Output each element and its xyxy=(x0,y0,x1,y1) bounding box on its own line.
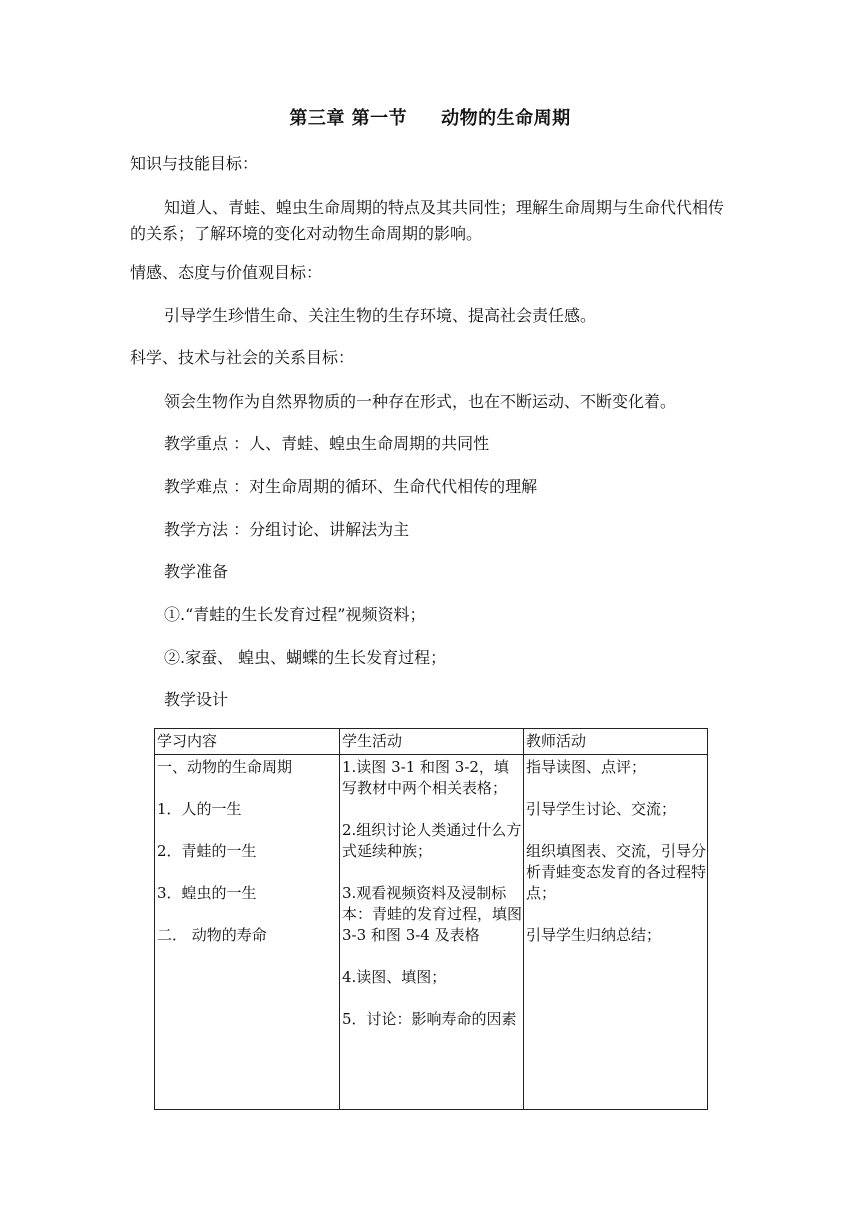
key-point: 教学重点 ：人、青蛙、蝗虫生命周期的共同性 xyxy=(164,434,490,453)
table-header-row xyxy=(155,729,708,755)
teacher-activity-item: 组织填图表、交流，引导分析青蛙变态发育的各过程特点； xyxy=(526,842,707,902)
teacher-activity-item: 指导读图、点评； xyxy=(526,758,647,776)
student-activity-cell xyxy=(340,755,524,1110)
header-student-activity: 学生活动 xyxy=(340,729,524,755)
title-chapter: 第三章 第一节 xyxy=(289,108,408,129)
content-item: 2．青蛙的一生 xyxy=(157,842,257,860)
student-activity-item: 5．讨论：影响寿命的因素 xyxy=(342,1010,517,1028)
lesson-design-table xyxy=(154,728,708,1110)
student-activity-item: 1.读图 3-1 和图 3-2，填写教材中两个相关表格； xyxy=(342,758,509,797)
table-row xyxy=(155,755,708,1110)
emotion-heading: 情感、态度与价值观目标： xyxy=(130,263,323,282)
knowledge-heading: 知识与技能目标： xyxy=(130,154,259,173)
header-teacher-activity: 教师活动 xyxy=(524,729,708,755)
teacher-activity-item: 引导学生讨论、交流； xyxy=(526,800,677,818)
emotion-text: 引导学生珍惜生命、关注生物的生存环境、提高社会责任感。 xyxy=(164,306,597,325)
sts-heading: 科学、技术与社会的关系目标： xyxy=(130,348,355,367)
content-cell xyxy=(155,755,340,1110)
prep-item-1: ①.“青蛙的生长发育过程”视频资料； xyxy=(164,605,426,624)
design-heading: 教学设计 xyxy=(164,690,229,709)
knowledge-text: 知道人、青蛙、蝗虫生命周期的特点及其共同性；理解生命周期与生命代代相传的关系；了解环境的变化对动物生命周期的影响。 xyxy=(130,198,725,243)
content-item: 二． 动物的寿命 xyxy=(157,926,267,944)
lesson-design-table-wrap xyxy=(154,728,708,1110)
teacher-activity-cell xyxy=(524,755,708,1110)
teacher-activity-item: 引导学生归纳总结； xyxy=(526,926,662,944)
student-activity-item: 3.观看视频资料及浸制标本：青蛙的发育过程，填图 3-3 和图 3-4 及表格 xyxy=(342,884,523,944)
difficulty: 教学难点 ：对生命周期的循环、生命代代相传的理解 xyxy=(164,477,538,496)
title-topic: 动物的生命周期 xyxy=(441,108,571,129)
prep-item-2: ②.家蚕、 蝗虫、蝴蝶的生长发育过程； xyxy=(164,648,447,667)
content-item: 3．蝗虫的一生 xyxy=(157,884,257,902)
student-activity-item: 2.组织讨论人类通过什么方式延续种族； xyxy=(342,821,522,860)
prep-heading: 教学准备 xyxy=(164,562,229,581)
content-item: 1．人的一生 xyxy=(157,800,242,818)
sts-text: 领会生物作为自然界物质的一种存在形式，也在不断运动、不断变化着。 xyxy=(164,392,677,411)
teaching-method: 教学方法 ：分组讨论、讲解法为主 xyxy=(164,520,410,539)
header-learning-content: 学习内容 xyxy=(155,729,340,755)
page-title xyxy=(0,104,860,130)
student-activity-item: 4.读图、填图； xyxy=(342,968,447,986)
content-item: 一、动物的生命周期 xyxy=(157,758,293,776)
